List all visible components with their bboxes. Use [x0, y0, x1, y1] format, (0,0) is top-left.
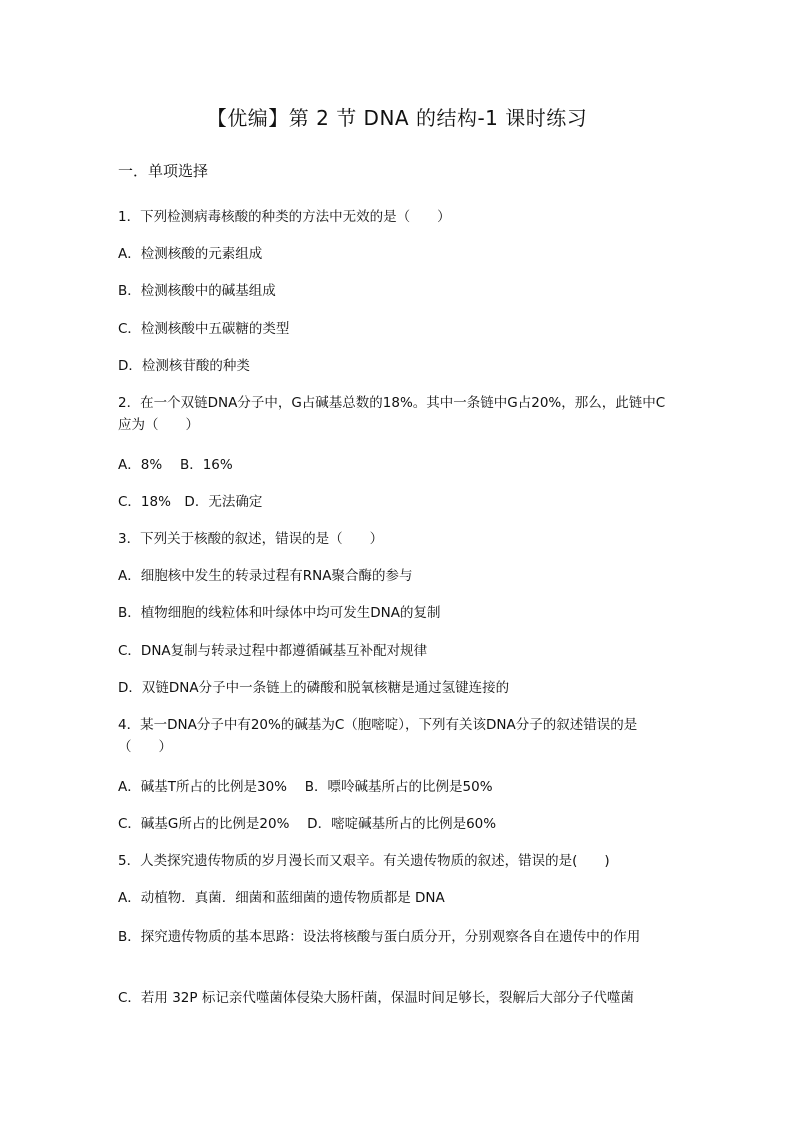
question-2-options-cd: C．18% D．无法确定	[118, 494, 263, 510]
question-1-option-c: C．检测核酸中五碳糖的类型	[118, 321, 290, 337]
question-5-option-a: A．动植物．真菌．细菌和蓝细菌的遗传物质都是 DNA	[118, 890, 445, 906]
question-3-option-a: A．细胞核中发生的转录过程有RNA聚合酶的参与	[118, 568, 413, 584]
question-1-option-d: D．检测核苷酸的种类	[118, 358, 250, 374]
question-1-stem: 1．下列检测病毒核酸的种类的方法中无效的是（ ）	[118, 209, 451, 225]
question-3-stem: 3．下列关于核酸的叙述，错误的是（ ）	[118, 531, 384, 547]
document-title: 【优编】第 2 节 DNA 的结构-1 课时练习	[206, 106, 588, 130]
question-3-option-d: D．双链DNA分子中一条链上的磷酸和脱氧核糖是通过氢键连接的	[118, 680, 510, 696]
question-4-options-cd: C．碱基G所占的比例是20% D．嘧啶碱基所占的比例是60%	[118, 816, 497, 832]
question-2-stem: 2．在一个双链DNA分子中，G占碱基总数的18%。其中一条链中G占20%，那么，此链中C应为（ ）	[118, 395, 666, 433]
question-5-option-c: C．若用 32P 标记亲代噬菌体侵染大肠杆菌，保温时间足够长，裂解后大部分子代噬菌	[118, 990, 634, 1006]
question-5-option-b: B．探究遗传物质的基本思路：设法将核酸与蛋白质分开，分别观察各自在遗传中的作用	[118, 929, 641, 945]
question-1-option-a: A．检测核酸的元素组成	[118, 246, 263, 262]
question-3-option-c: C．DNA复制与转录过程中都遵循碱基互补配对规律	[118, 643, 428, 659]
question-5-stem: 5．人类探究遗传物质的岁月漫长而又艰辛。有关遗传物质的叙述，错误的是( )	[118, 853, 610, 869]
section-heading: 一．单项选择	[118, 162, 209, 180]
question-4-stem: 4．某一DNA分子中有20%的碱基为C（胞嘧啶），下列有关该DNA分子的叙述错误的是（ ）	[118, 717, 638, 755]
question-2-options-ab: A．8% B．16%	[118, 457, 233, 473]
question-4-options-ab: A．碱基T所占的比例是30% B．嘌呤碱基所占的比例是50%	[118, 779, 493, 795]
question-3-option-b: B．植物细胞的线粒体和叶绿体中均可发生DNA的复制	[118, 605, 441, 621]
question-1-option-b: B．检测核酸中的碱基组成	[118, 283, 276, 299]
